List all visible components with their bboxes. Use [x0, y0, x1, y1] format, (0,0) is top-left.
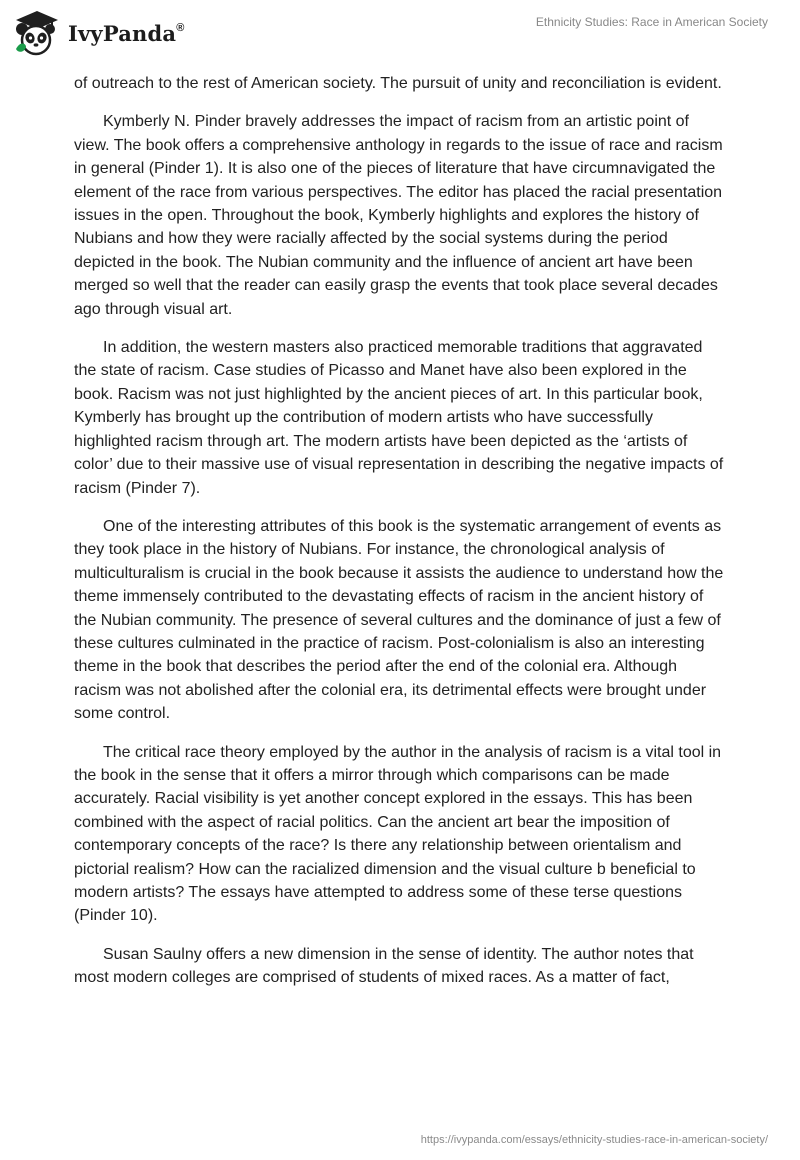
paragraph: The critical race theory employed by the author in the analysis of racism is a vital tool in the book in the sense that it offers a mirror through which comparisons can be made accurately. Racial visibility is yet another concept explored in the essays. This has been combined with the aspect of racial politics. Can the ancient art bear the imposition of contemporary concepts of the race? Is there any relationship between orientalism and pictorial realism? How can the racialized dimension and the visual culture b beneficial to modern artists? The essays have attempted to address some of these terse questions (Pinder 10).: [74, 743, 722, 925]
document-title: Ethnicity Studies: Race in American Society: [535, 15, 768, 29]
paragraph: Susan Saulny offers a new dimension in the sense of identity. The author notes that most modern colleges are comprised of students of mixed races. As a matter of fact,: [74, 945, 694, 987]
brand-logo[interactable]: [14, 8, 185, 58]
registered-mark: ®: [176, 21, 185, 34]
source-url[interactable]: https://ivypanda.com/essays/ethnicity-studies-race-in-american-society/: [420, 1134, 768, 1146]
page-header: [0, 0, 800, 70]
paragraph: One of the interesting attributes of this book is the systematic arrangement of events as they took place in the history of Nubians. For instance, the chronological analysis of multiculturalism is crucial in the book because it assists the audience to understand how the theme immensely contributed to the devastating effects of racism in the ancient history of the Nubian community. The presence of several cultures and the dominance of just a few of these cultures culminated in the practice of racism. Post-colonialism is also an interesting theme in the book that describes the period after the end of the colonial era. Although racism was not abolished after the colonial era, its detrimental effects were brought under some control.: [74, 517, 724, 723]
paragraph: In addition, the western masters also practiced memorable traditions that aggravated the state of racism. Case studies of Picasso and Manet have also been explored in the book. Racism was not just highlighted by the ancient pieces of art. In this particular book, Kymberly has brought up the contribution of modern artists who have successfully highlighted racism through art. The modern artists have been depicted as the ‘artists of color’ due to their massive use of visual representation in describing the negative impacts of racism (Pinder 7).: [74, 339, 724, 497]
brand-name: IvyPanda®: [68, 20, 185, 46]
paragraph: Kymberly N. Pinder bravely addresses the impact of racism from an artistic point of view. The book offers a comprehensive anthology in regards to the issue of race and racism in general (Pinder 1). It is also one of the pieces of literature that have circumnavigated the element of the race from various perspectives. The editor has placed the racial presentation issues in the open. Throughout the book, Kymberly highlights and explores the history of Nubians and how they were racially affected by the social systems during the period depicted in the book. The Nubian community and the influence of ancient art have been merged so well that the reader can easily grasp the events that took place several decades ago through visual art.: [74, 113, 723, 318]
panda-logo-icon: [14, 9, 60, 57]
paragraph-continued: of outreach to the rest of American society. The pursuit of unity and reconciliation is evident.: [74, 75, 722, 92]
essay-body: [74, 72, 724, 1005]
